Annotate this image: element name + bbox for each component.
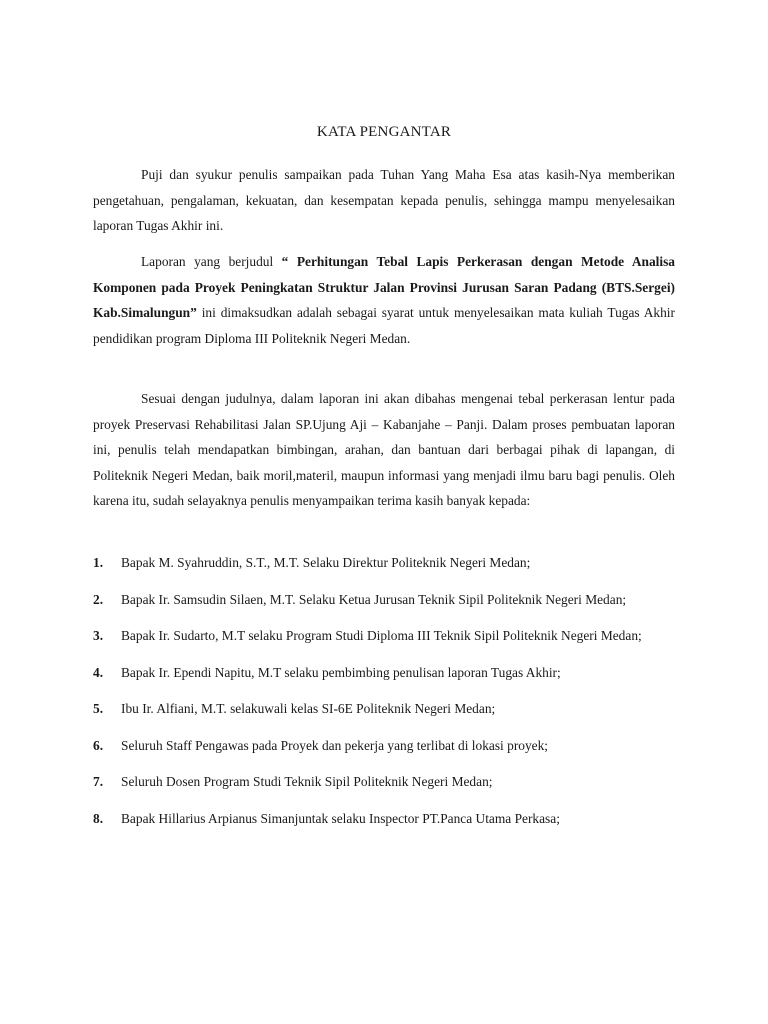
acknowledgement-list <box>93 550 675 831</box>
page-title: KATA PENGANTAR <box>316 124 452 140</box>
list-item <box>93 550 675 576</box>
list-item <box>93 623 675 649</box>
list-item <box>93 660 675 686</box>
list-item-text: Seluruh Staff Pengawas pada Proyek dan pekerja yang terlibat di lokasi proyek; <box>121 737 549 753</box>
paragraph-3-text: Sesuai dengan judulnya, dalam laporan ini akan dibahas mengenai tebal perkerasan lentur pada proyek Preservasi Rehabilitasi Jalan SP.Ujung Aji – Kabanjahe – Panji. Dalam proses pembuatan laporan ini, penulis telah mendapatkan bimbingan, arahan, dan bantuan dari berbagai pihak di lapangan, di Politeknik Negeri Medan, baik moril,materil, maupun informasi yang menjadi ilmu baru bagi penulis. Oleh karena itu, sudah selayaknya penulis menyampaikan terima kasih banyak kepada: <box>93 391 675 508</box>
list-item <box>93 806 675 832</box>
paragraph-1 <box>93 162 675 239</box>
list-item-text: Bapak Ir. Ependi Napitu, M.T selaku pembimbing penulisan laporan Tugas Akhir; <box>121 664 561 680</box>
list-item-text: Ibu Ir. Alfiani, M.T. selakuwali kelas SI-6E Politeknik Negeri Medan; <box>121 701 496 716</box>
list-item-number: 2. <box>93 591 104 607</box>
report-title: “ Perhitungan Tebal Lapis Perkerasan dengan Metode Analisa Komponen pada Proyek Peningkatan Struktur Jalan Provinsi Jurusan Saran Padang (BTS.Sergei) Kab.Simalungun” <box>93 254 676 320</box>
paragraph-1-text: Puji dan syukur penulis sampaikan pada Tuhan Yang Maha Esa atas kasih-Nya memberikan pengetahuan, pengalaman, kekuatan, dan kesempatan kepada penulis, sehingga mampu menyelesaikan laporan Tugas Akhir ini. <box>93 167 675 233</box>
list-item-number: 1. <box>93 555 104 570</box>
paragraph-2-lead: Laporan yang berjudul <box>141 254 282 269</box>
list-item-text: Seluruh Dosen Program Studi Teknik Sipil Politeknik Negeri Medan; <box>121 774 493 789</box>
list-item-number: 6. <box>93 737 104 753</box>
list-item <box>93 769 675 795</box>
list-item-number: 5. <box>93 701 104 716</box>
list-item-text: Bapak Ir. Samsudin Silaen, M.T. Selaku Ketua Jurusan Teknik Sipil Politeknik Negeri Medan; <box>121 591 627 607</box>
list-item <box>93 696 675 722</box>
paragraph-3 <box>93 386 675 514</box>
list-item-text: Bapak Ir. Sudarto, M.T selaku Program Studi Diploma III Teknik Sipil Politeknik Negeri Medan; <box>121 628 642 643</box>
list-item-number: 4. <box>93 664 104 680</box>
list-item-number: 8. <box>93 810 104 826</box>
paragraph-2 <box>93 249 675 351</box>
list-item-number: 3. <box>93 628 104 643</box>
paragraph-2-rest: ini dimaksudkan adalah sebagai syarat untuk menyelesaikan mata kuliah Tugas Akhir pendidikan program Diploma III Politeknik Negeri Medan. <box>93 305 675 346</box>
list-item-text: Bapak M. Syahruddin, S.T., M.T. Selaku Direktur Politeknik Negeri Medan; <box>121 555 531 570</box>
list-item-text: Bapak Hillarius Arpianus Simanjuntak selaku Inspector PT.Panca Utama Perkasa; <box>121 810 560 826</box>
list-item-number: 7. <box>93 774 104 789</box>
list-item <box>93 733 675 759</box>
list-item <box>93 587 675 613</box>
